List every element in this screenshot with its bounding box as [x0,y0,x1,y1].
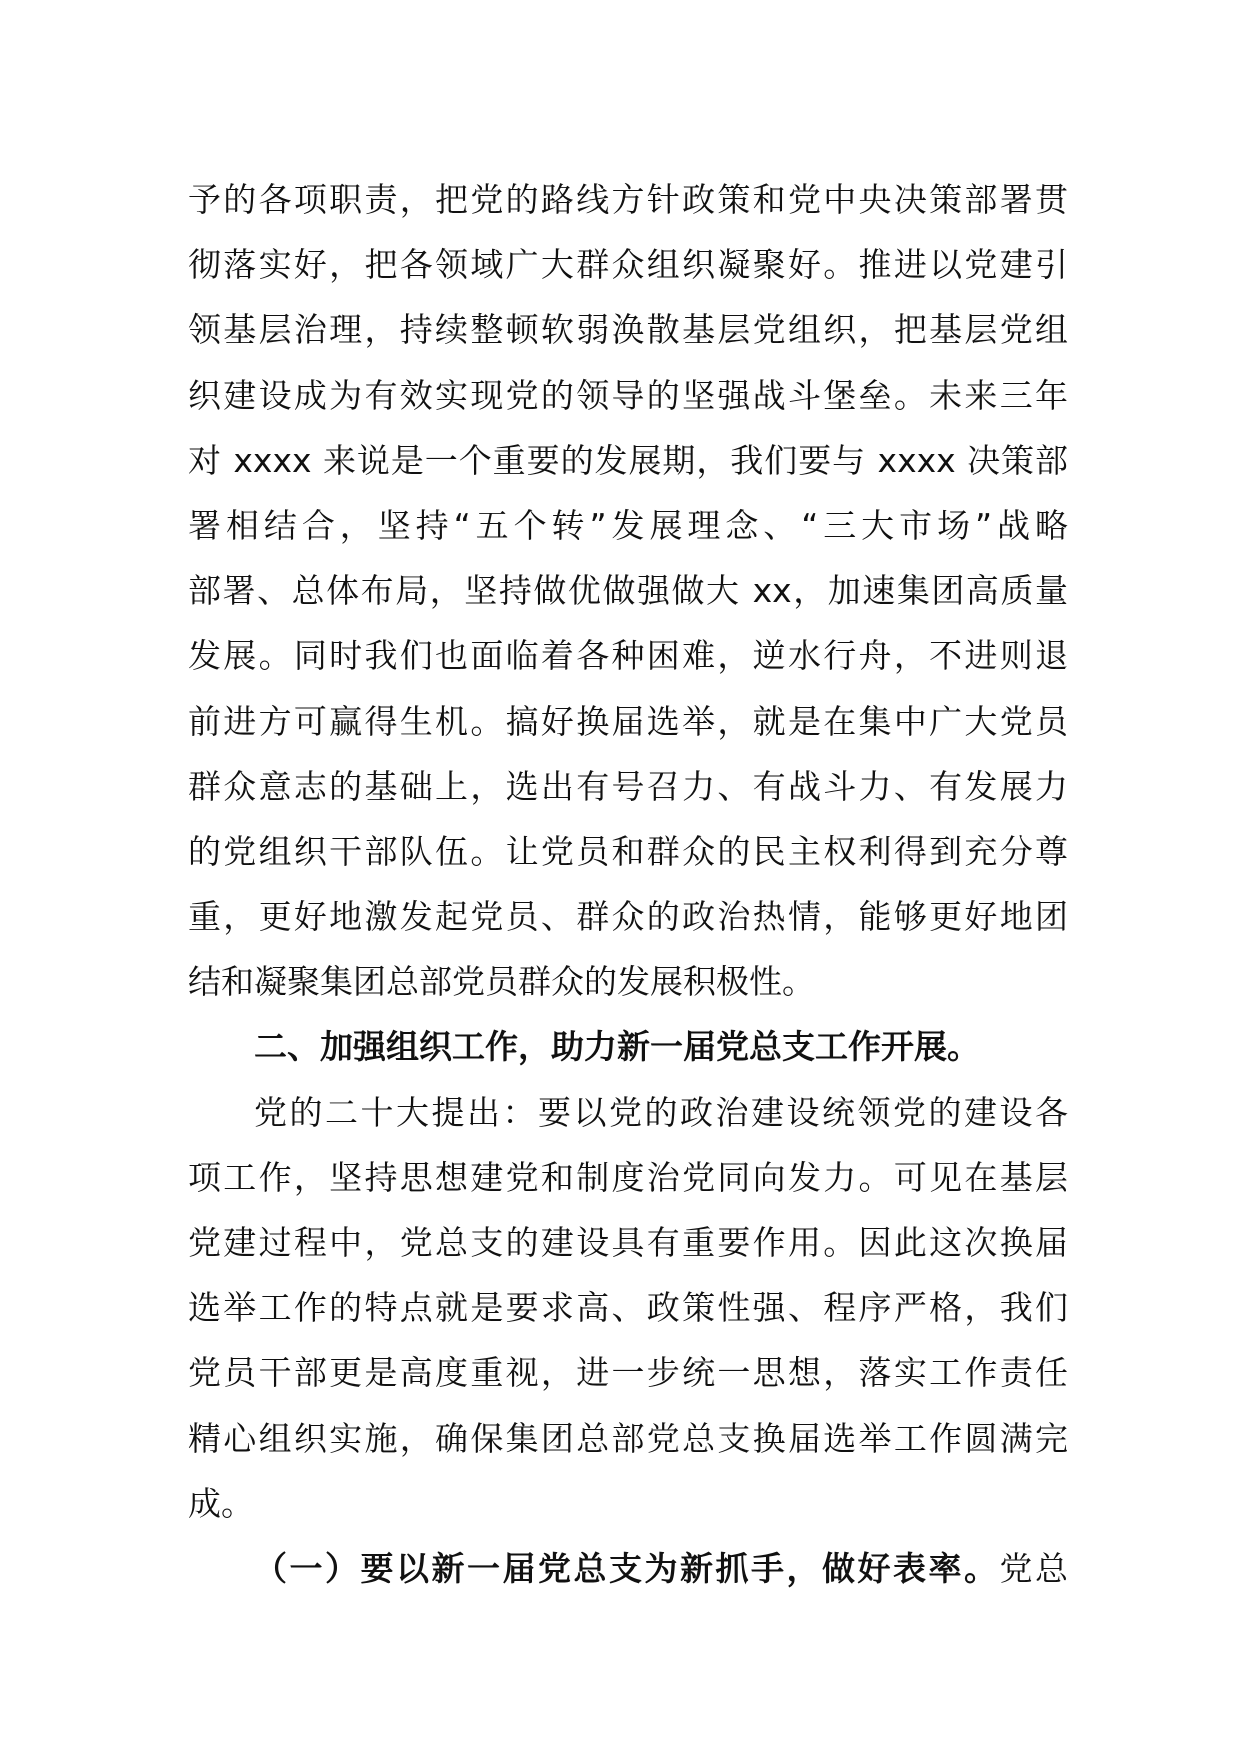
paragraph-line: 部署、总体布局，坚持做优做强做大 xx，加速集团高质量 [188,571,1068,611]
paragraph-line: 项工作，坚持思想建党和制度治党同向发力。可见在基层 [188,1157,1068,1197]
paragraph-line: 党员干部更是高度重视，进一步统一思想，落实工作责任 [188,1353,1068,1393]
subsection-line [188,1536,1068,1601]
paragraph-line: 重，更好地激发起党员、群众的政治热情，能够更好地团 [188,897,1068,937]
paragraph-line: 群众意志的基础上，选出有号召力、有战斗力、有发展力 [188,766,1068,806]
paragraph-line: 精心组织实施，确保集团总部党总支换届选举工作圆满完 [188,1418,1068,1458]
paragraph-line: 前进方可赢得生机。搞好换届选举，就是在集中广大党员 [188,701,1068,741]
paragraph-line: 予的各项职责，把党的路线方针政策和党中央决策部署贯 [188,180,1068,219]
paragraph-line: 结和凝聚集团总部党员群众的发展积极性。 [188,962,815,1002]
paragraph-line: 发展。同时我们也面临着各种困难，逆水行舟，不进则退 [188,636,1068,676]
subsection-heading: （一）要以新一届党总支为新抓手，做好表率。 [254,1548,1000,1588]
subsection-text: 党总 [999,1548,1068,1588]
document-body [188,167,1068,1601]
paragraph-line: 织建设成为有效实现党的领导的坚强战斗堡垒。未来三年 [188,375,1068,415]
paragraph-2 [188,1080,1068,1536]
paragraph-line: 选举工作的特点就是要求高、政策性强、程序严格，我们 [188,1288,1068,1328]
paragraph-line: 对 xxxx 来说是一个重要的发展期，我们要与 xxxx 决策部 [188,440,1068,480]
paragraph-line: 彻落实好，把各领域广大群众组织凝聚好。推进以党建引 [188,245,1068,285]
paragraph-line: 党建过程中，党总支的建设具有重要作用。因此这次换届 [188,1223,1068,1262]
paragraph-1 [188,167,1068,1014]
paragraph-line: 成。 [188,1483,254,1523]
section-heading: 二、加强组织工作，助力新一届党总支工作开展。 [254,1027,980,1067]
paragraph-line: 领基层治理，持续整顿软弱涣散基层党组织，把基层党组 [188,310,1068,350]
paragraph-line: 党的二十大提出：要以党的政治建设统领党的建设各 [254,1092,1068,1132]
paragraph-line: 署相结合，坚持“五个转”发展理念、“三大市场”战略 [188,505,1068,545]
paragraph-line: 的党组织干部队伍。让党员和群众的民主权利得到充分尊 [188,831,1068,871]
